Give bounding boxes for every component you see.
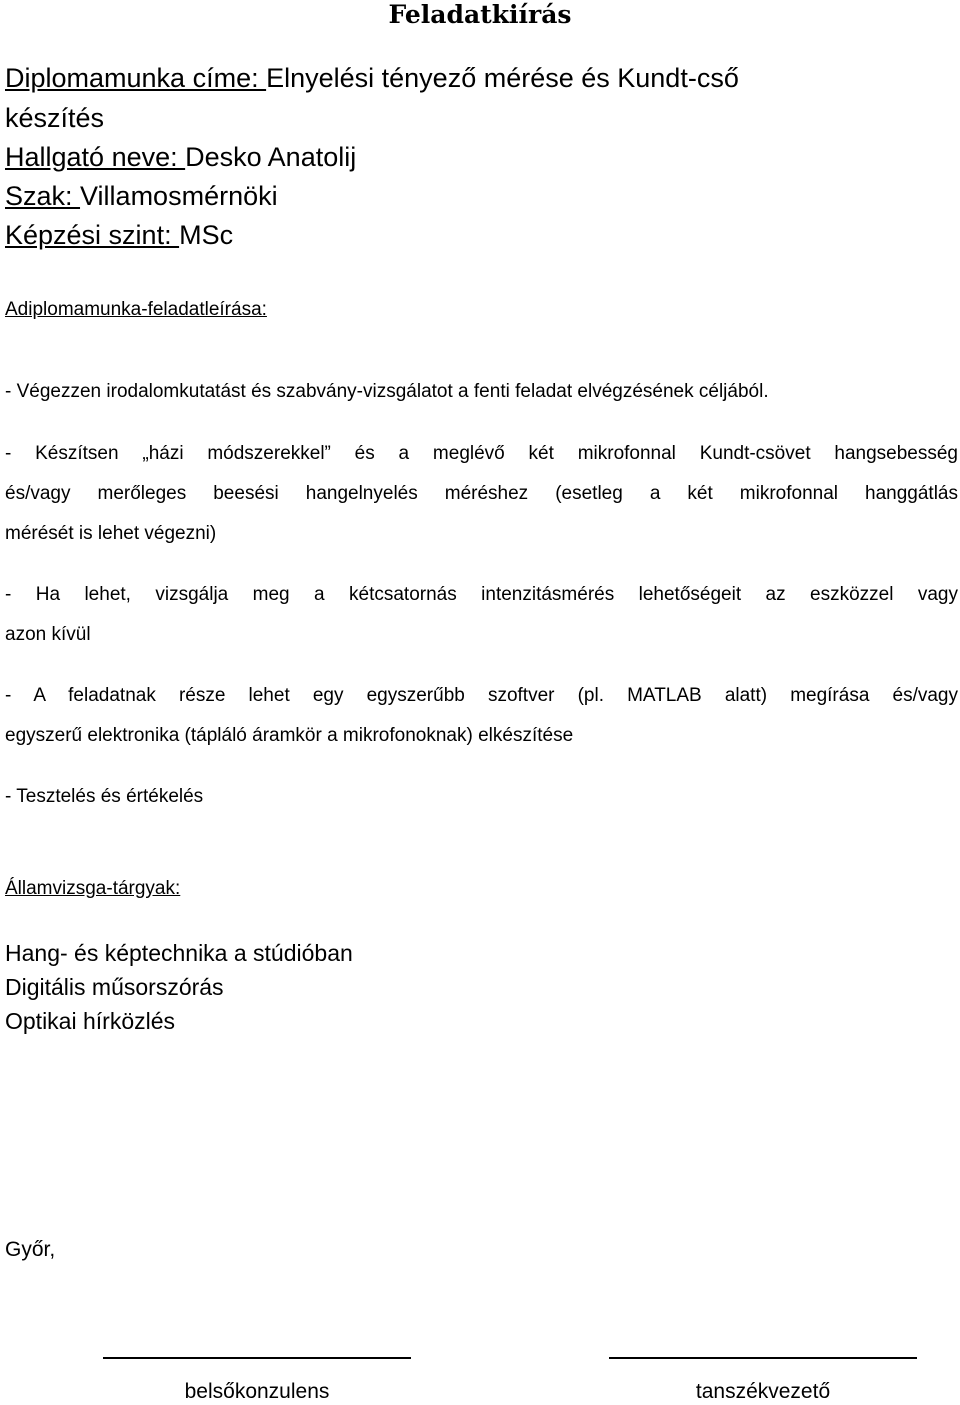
level-label: Képzési szint:: [5, 220, 180, 250]
student-label: Hallgató neve:: [5, 142, 186, 172]
thesis-title-value: Elnyelési tényező mérése és Kundt-cső: [266, 63, 739, 93]
task-item-line: azon kívül: [5, 624, 91, 645]
task-item-line: - Ha lehet, vizsgálja meg a kétcsatornás intenzitásmérés lehetőségeit az eszközzel vagy: [5, 584, 958, 605]
task-item-line: egyszerű elektronika (tápláló áramkör a mikrofonoknak) elkészítése: [5, 725, 574, 746]
exam-subject: Digitális műsorszórás: [5, 974, 224, 1000]
exam-heading: Államvizsga-tárgyak:: [5, 878, 181, 899]
task-item: - Tesztelés és értékelés: [5, 786, 204, 807]
signature-line-right: [609, 1357, 917, 1359]
signature-line-left: [103, 1357, 411, 1359]
task-item-line: mérését is lehet végezni): [5, 523, 217, 544]
signature-label-right: tanszékvezető: [695, 1380, 831, 1403]
signature-label-left: belsőkonzulens: [184, 1380, 330, 1403]
page-title: Feladatkiírás: [388, 0, 572, 29]
student-row: [5, 141, 356, 173]
task-item-line: és/vagy merőleges beesési hangelnyelés méréshez (esetleg a két mikrofonnal hanggátlás: [5, 483, 958, 504]
student-name: Desko Anatolij: [185, 142, 357, 172]
major-row: [5, 180, 278, 212]
task-item-line: - Készítsen „házi módszerekkel” és a meglévő két mikrofonnal Kundt-csövet hangsebesség: [5, 443, 958, 464]
thesis-title-label: Diplomamunka címe:: [5, 63, 267, 93]
exam-subject: Hang- és képtechnika a stúdióban: [5, 940, 353, 966]
exam-subject: Optikai hírközlés: [5, 1008, 176, 1034]
thesis-title-continuation: készítés: [5, 103, 105, 133]
major-value: Villamosmérnöki: [80, 181, 278, 211]
thesis-title-row: [5, 62, 739, 94]
task-item-line: - A feladatnak része lehet egy egyszerűbb szoftver (pl. MATLAB alatt) megírása és/vagy: [5, 685, 958, 706]
task-heading: Adiplomamunka-feladatleírása:: [5, 299, 267, 320]
major-label: Szak:: [5, 181, 81, 211]
task-item: - Végezzen irodalomkutatást és szabvány-vizsgálatot a fenti feladat elvégzésének céljából.: [5, 381, 769, 402]
level-row: [5, 219, 233, 251]
place-date: Győr,: [5, 1238, 56, 1261]
level-value: MSc: [179, 220, 234, 250]
